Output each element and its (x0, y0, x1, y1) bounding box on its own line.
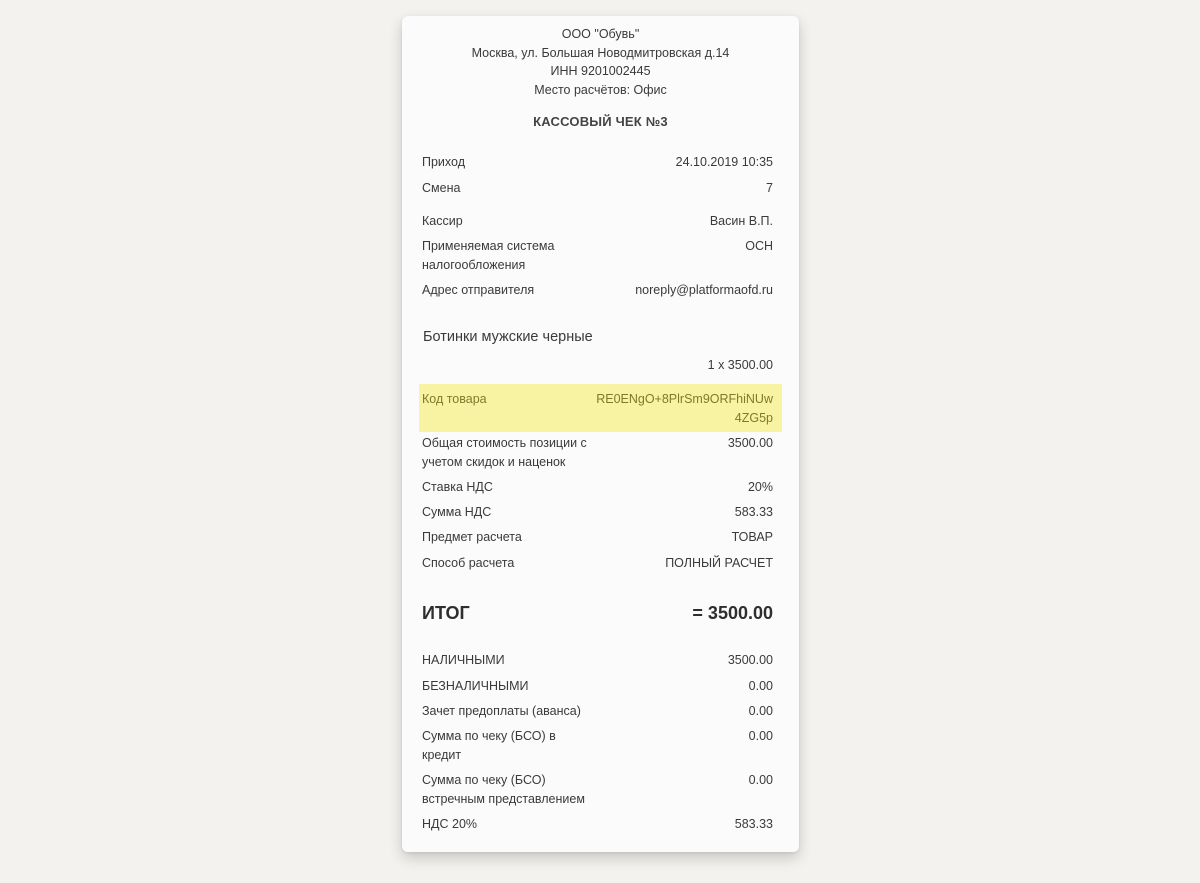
receipt-title: КАССОВЫЙ ЧЕК №3 (533, 114, 668, 129)
item-name: Ботинки мужские черные (423, 329, 593, 345)
company-inn: ИНН 9201002445 (550, 64, 651, 78)
item-detail-label: Общая стоимость позиции с учетом скидок и наценок (422, 436, 587, 469)
info-label: Приход (422, 155, 465, 169)
payment-label: Зачет предоплаты (аванса) (422, 704, 581, 718)
item-detail-value: 20% (747, 480, 773, 494)
payment-value: 583.33 (734, 817, 773, 831)
settlement-place: Место расчётов: Офис (534, 82, 667, 97)
receipt (402, 16, 799, 852)
payment-label: Сумма по чеку (БСО) встречным представлением (422, 773, 585, 806)
payment-value: 0.00 (748, 729, 773, 743)
info-value: ОСН (745, 239, 773, 253)
payment-label: НДС 20% (422, 817, 478, 831)
item-detail-value: 583.33 (734, 505, 773, 519)
payment-label: Сумма по чеку (БСО) в кредит (422, 729, 556, 762)
item-qty-price: 1 x 3500.00 (707, 358, 773, 372)
payment-label: БЕЗНАЛИЧНЫМИ (422, 679, 529, 693)
item-detail-label: Сумма НДС (422, 505, 492, 519)
payment-value: 0.00 (748, 679, 773, 693)
info-label: Кассир (422, 214, 463, 228)
receipt-header (402, 25, 799, 99)
item-detail-value: ПОЛНЫЙ РАСЧЕТ (665, 556, 773, 570)
item-detail-label: Ставка НДС (422, 480, 493, 494)
receipt-bottom-fade (402, 834, 799, 852)
payment-value: 0.00 (748, 773, 773, 787)
item-detail-value: 3500.00 (727, 436, 773, 450)
payment-value: 0.00 (748, 704, 773, 718)
info-label: Адрес отправителя (422, 283, 535, 297)
company-name: ООО "Обувь" (561, 27, 640, 41)
total-label: ИТОГ (422, 603, 470, 623)
product-code-label: Код товара (422, 392, 487, 406)
info-value: noreply@platformaofd.ru (635, 283, 773, 297)
item-detail-value: ТОВАР (731, 530, 773, 544)
total-value: = 3500.00 (692, 603, 773, 623)
item-detail-label: Предмет расчета (422, 530, 522, 544)
item-detail-label: Способ расчета (422, 556, 515, 570)
company-address: Москва, ул. Большая Новодмитровская д.14 (471, 45, 730, 60)
payment-value: 3500.00 (727, 653, 773, 667)
product-code-value: RE0ENgO+8PlrSm9ORFhiNUw4ZG5p (596, 392, 773, 425)
info-value: Васин В.П. (709, 214, 773, 228)
info-label: Применяемая система налогообложения (422, 239, 555, 272)
payment-label: НАЛИЧНЫМИ (422, 653, 505, 667)
info-label: Смена (422, 181, 461, 195)
info-value: 7 (766, 181, 773, 195)
info-value: 24.10.2019 10:35 (675, 155, 773, 169)
